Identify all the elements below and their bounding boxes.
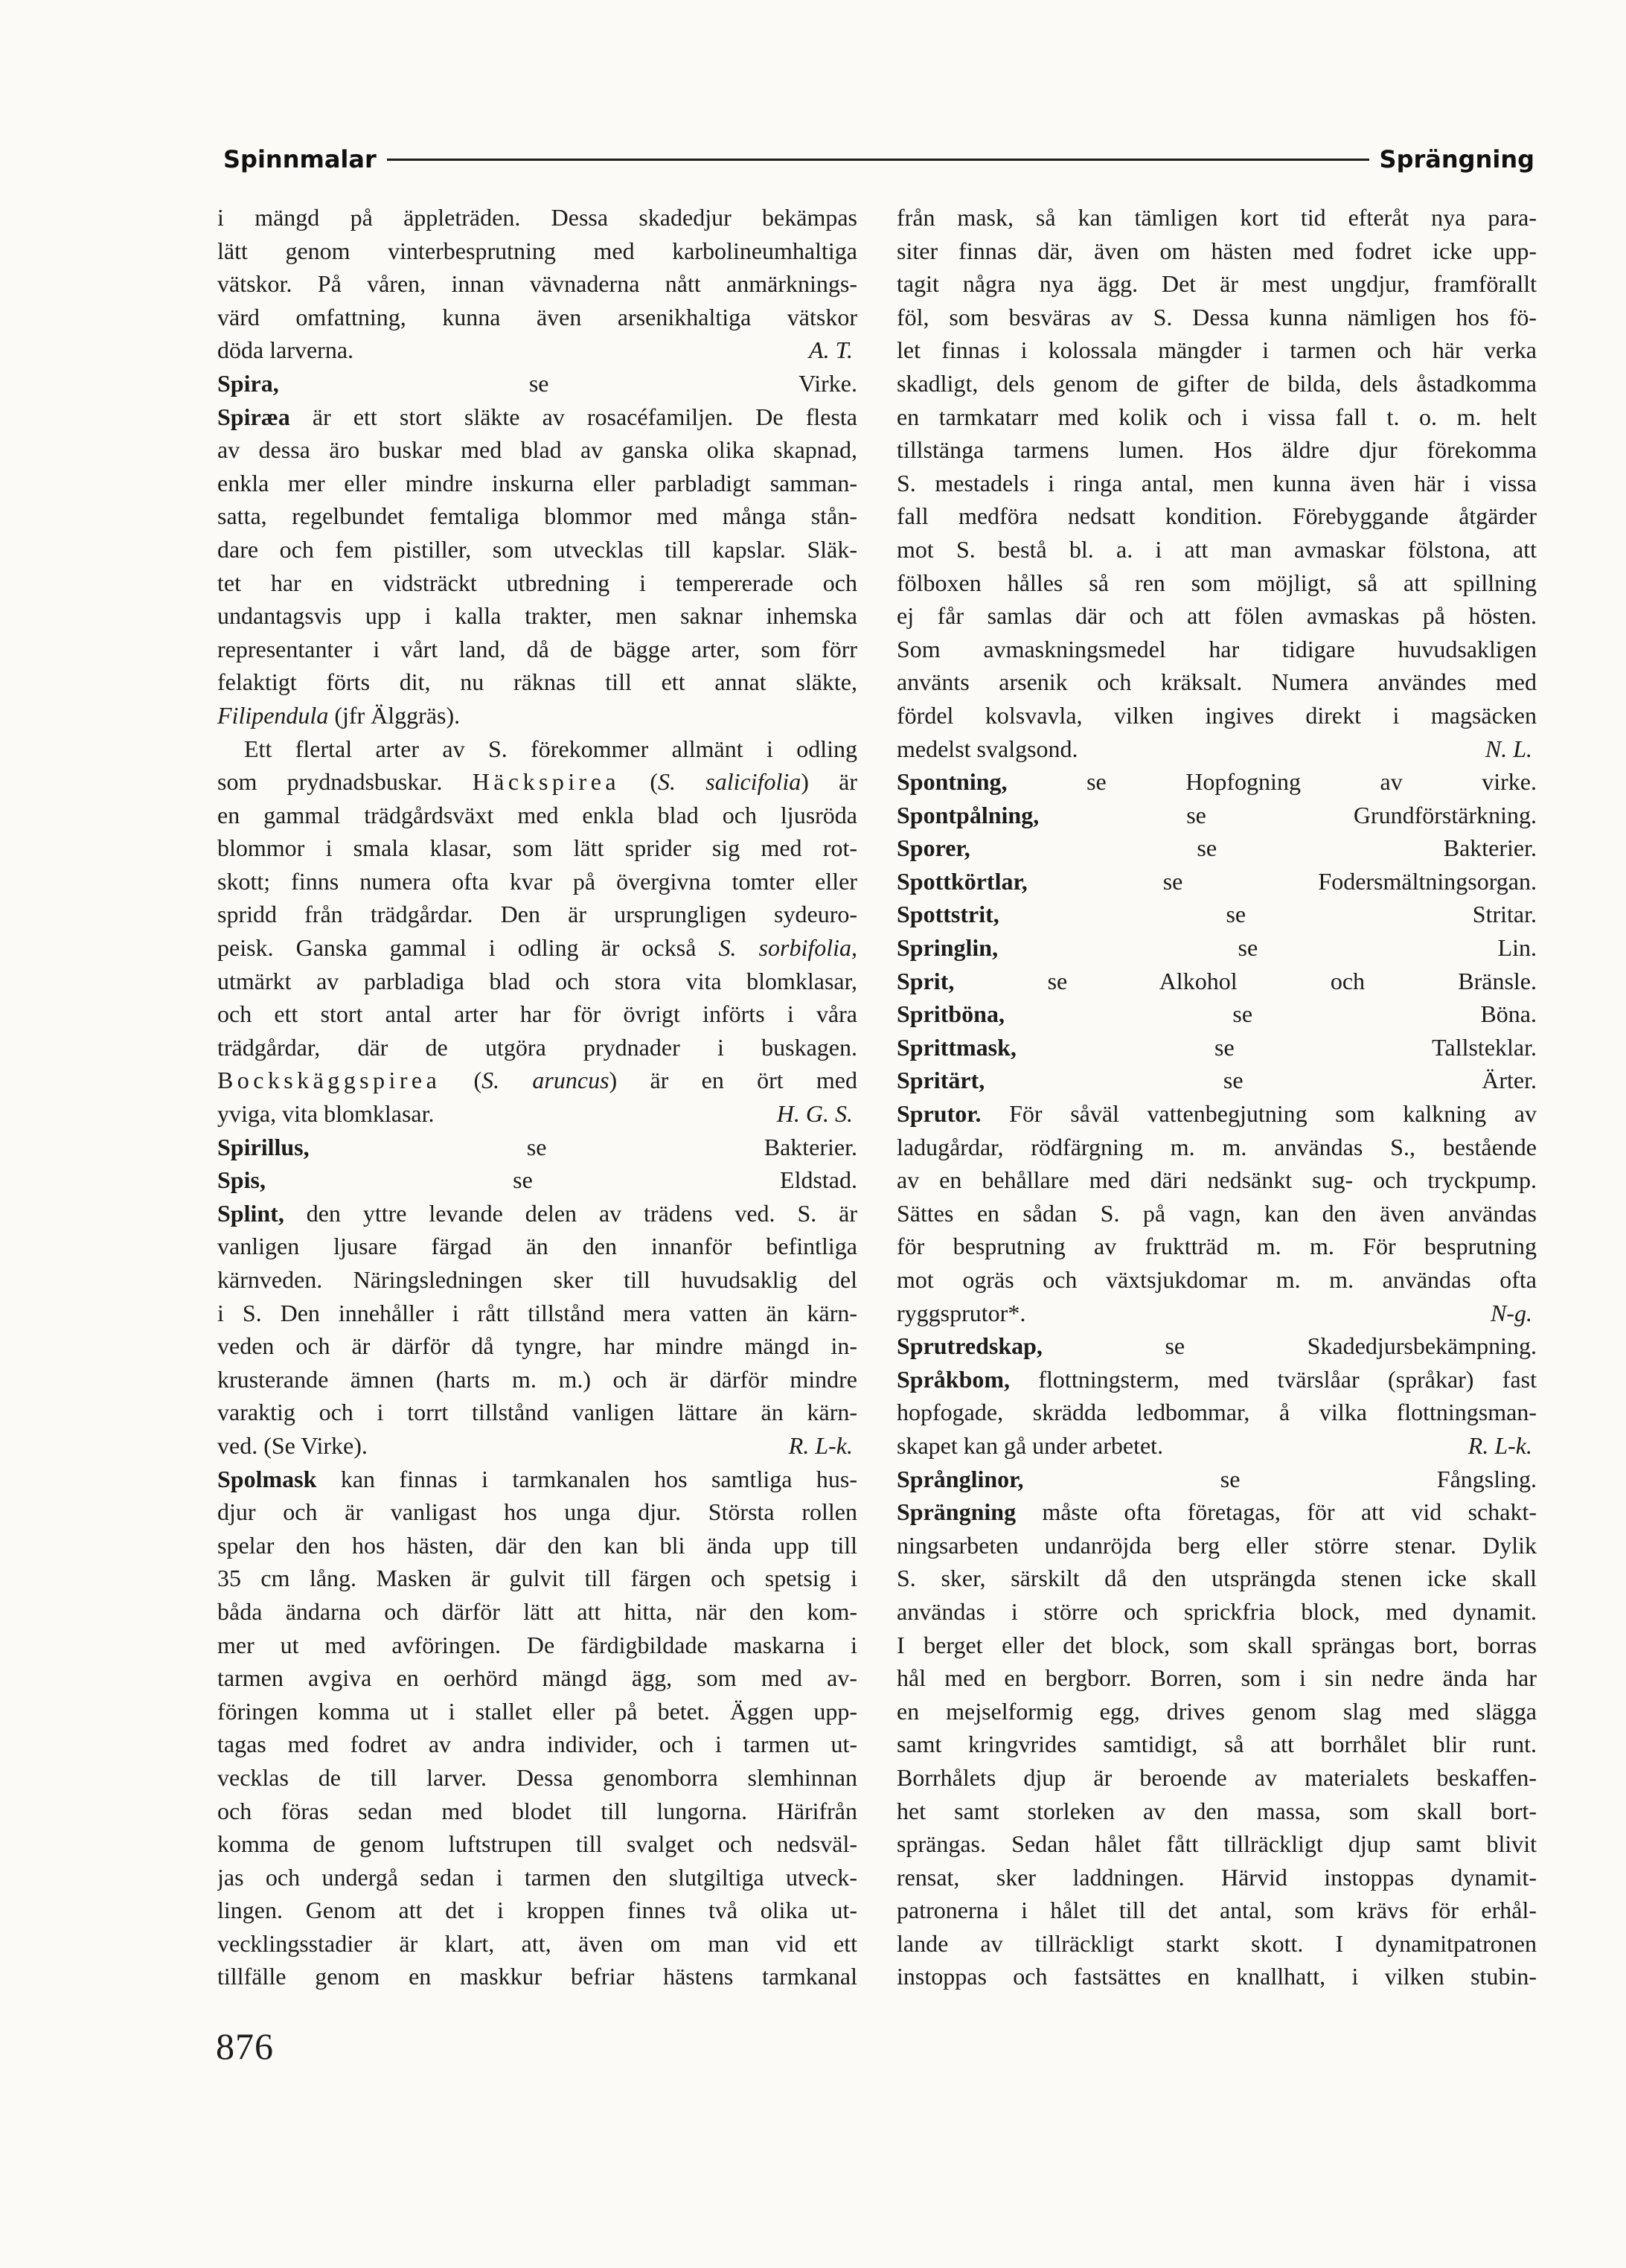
header-rule — [387, 159, 1369, 161]
entry-headword: Spiræa — [217, 403, 290, 430]
text-segment: ( — [620, 768, 658, 796]
text-line — [217, 965, 857, 998]
text-segment: tet har en vidsträckt utbredning i tempererade och — [217, 569, 857, 596]
entry-headword: Spirillus, — [217, 1133, 310, 1160]
text-segment: lätt genom vinterbesprutning med karbolineumhaltiga — [217, 237, 857, 264]
text-line — [217, 799, 857, 832]
entry-headword: Spontpålning, — [897, 801, 1040, 828]
text-segment: hål med en bergborr. Borren, som i sin nedre ända har — [897, 1664, 1537, 1692]
entry-headword: Sprittmask, — [897, 1033, 1017, 1061]
text-line — [217, 931, 857, 965]
text-segment: se Tallsteklar. — [1016, 1033, 1537, 1061]
text-line — [897, 566, 1537, 600]
text-segment: se Eldstad. — [265, 1166, 857, 1194]
text-segment: trädgårdar, där de utgöra prydnader i buskagen. — [217, 1033, 857, 1061]
text-segment: Borrhålets djup är beroende av materialets beskaffen- — [897, 1763, 1537, 1791]
text-segment: S. salicifolia — [657, 768, 801, 796]
text-line — [217, 1163, 857, 1197]
text-line — [217, 1363, 857, 1396]
text-line — [217, 566, 857, 600]
entry-headword: Sprutredskap, — [897, 1332, 1043, 1360]
text-line — [897, 301, 1537, 334]
text-segment: en tarmkatarr med kolik och i vissa fall t. o. m. helt — [897, 403, 1537, 430]
text-line — [897, 1329, 1537, 1363]
text-segment: föl, som besväras av S. Dessa kunna nämligen hos fö- — [897, 303, 1537, 330]
text-segment: se Hopfogning av virke. — [1007, 768, 1537, 796]
text-segment: krusterande ämnen (harts m. m.) och är därför mindre — [217, 1365, 857, 1393]
text-line — [897, 1097, 1537, 1131]
text-segment: ningsarbeten undanröjda berg eller större stenar. Dylik — [897, 1531, 1537, 1559]
text-segment: kan finnas i tarmkanalen hos samtliga hus- — [316, 1465, 857, 1492]
text-line — [217, 1097, 857, 1131]
text-segment: fördel kolsvavla, vilken ingives direkt i magsäcken — [897, 701, 1537, 729]
text-segment: se Lin. — [998, 934, 1537, 962]
text-segment: siter finnas där, även om hästen med fodret icke upp- — [897, 237, 1537, 264]
text-segment: representanter i vårt land, då de bägge arter, som förr — [217, 635, 857, 662]
text-segment: samt kringvrides samtidigt, så att borrhålet blir runt. — [897, 1731, 1537, 1758]
text-line — [897, 1396, 1537, 1429]
text-line — [217, 1795, 857, 1828]
text-segment: se Grundförstärkning. — [1039, 801, 1537, 828]
text-segment: instoppas och fastsättes en knallhatt, i vilken stubin- — [897, 1963, 1537, 1990]
text-segment: lande av tillräckligt starkt skott. I dynamitpatronen — [897, 1929, 1537, 1957]
text-segment: se Virke. — [278, 369, 857, 397]
text-segment: Bockskäggspirea — [217, 1067, 441, 1094]
text-segment: skapet kan gå under arbetet. — [897, 1431, 1164, 1459]
text-segment: se Ärter. — [985, 1067, 1537, 1094]
text-segment: vätskor. På våren, innan vävnaderna nått anmärknings- — [217, 270, 857, 298]
text-segment: utmärkt av parbladiga blad och stora vita blomklasar, — [217, 967, 857, 994]
text-segment: se Bakterier. — [309, 1133, 857, 1160]
text-segment: ( — [441, 1067, 482, 1094]
entry-headword: Sprit, — [897, 967, 955, 994]
text-line — [897, 1894, 1537, 1927]
entry-headword: Spottstrit, — [897, 901, 999, 928]
text-segment: fölboxen hålles så ren som möjligt, så att spillning — [897, 569, 1537, 596]
text-line — [897, 1960, 1537, 1993]
author-signature: A. T. — [809, 336, 853, 364]
text-segment: föringen komma ut i stallet eller på betet. Äggen upp- — [217, 1697, 857, 1725]
text-line — [217, 234, 857, 268]
text-segment: som prydnadsbuskar. — [217, 768, 473, 796]
text-line — [217, 665, 857, 699]
entry-headword: Spontning, — [897, 768, 1008, 796]
text-line — [217, 1562, 857, 1595]
text-line — [897, 367, 1537, 400]
text-line — [217, 267, 857, 301]
entry-headword: Spolmask — [217, 1465, 317, 1492]
text-segment: patronerna i hålet till det antal, som krävs för erhål- — [897, 1897, 1537, 1924]
text-segment: av dessa äro buskar med blad av ganska olika skapnad, — [217, 436, 857, 464]
text-line — [897, 799, 1537, 832]
right-column — [897, 201, 1537, 1993]
text-line — [217, 865, 857, 898]
text-segment: tarmen avgiva en oerhörd mängd ägg, som med av- — [217, 1664, 857, 1692]
text-line — [217, 1297, 857, 1330]
text-line — [217, 765, 857, 799]
text-segment: se Böna. — [1004, 1000, 1537, 1028]
author-signature: R. L-k. — [1467, 1431, 1532, 1459]
text-line — [897, 1529, 1537, 1562]
text-line — [217, 1861, 857, 1894]
text-line — [897, 433, 1537, 467]
text-segment: användas i större och sprickfria block, med dynamit. — [897, 1597, 1537, 1625]
entry-headword: Spottkörtlar, — [897, 867, 1028, 895]
text-line — [897, 201, 1537, 234]
text-segment: ) är en ört med — [609, 1067, 857, 1094]
text-line — [217, 732, 857, 766]
text-line — [217, 898, 857, 931]
text-line — [217, 1031, 857, 1064]
text-segment: måste ofta företagas, för att vid schakt- — [1016, 1498, 1537, 1526]
text-segment: spelar den hos hästen, där den kan bli ända upp till — [217, 1531, 857, 1559]
text-segment: varaktig och i torrt tillstånd vanligen lättare än kärn- — [217, 1399, 857, 1426]
entry-headword: Sporer, — [897, 834, 970, 862]
text-segment: spridd från trädgårdar. Den är ursprungligen sydeuro- — [217, 901, 857, 928]
text-line — [217, 1131, 857, 1164]
text-line — [897, 1429, 1537, 1463]
text-line — [217, 633, 857, 666]
text-segment: en gammal trädgårdsväxt med enkla blad och ljusröda — [217, 801, 857, 828]
text-segment: vanligen ljusare färgad än den innanför befintliga — [217, 1233, 857, 1260]
entry-headword: Sprängning — [897, 1498, 1017, 1526]
text-line — [897, 965, 1537, 998]
text-line — [897, 533, 1537, 566]
text-line — [897, 599, 1537, 633]
text-segment: se Skadedjursbekämpning. — [1042, 1332, 1537, 1360]
text-line — [897, 1761, 1537, 1795]
text-line — [217, 333, 857, 367]
text-segment: veden och är därför då tyngre, har mindre mängd in- — [217, 1332, 857, 1360]
text-segment: mot S. bestå bl. a. i att man avmaskar fölstona, att — [897, 535, 1537, 563]
text-segment: blommor i smala klasar, som lätt sprider sig med rot- — [217, 834, 857, 862]
text-segment: fall medföra nedsatt kondition. Förebyggande åtgärder — [897, 502, 1537, 530]
text-segment: är ett stort släkte av rosacéfamiljen. De flesta — [289, 403, 857, 430]
text-segment: se Stritar. — [999, 901, 1537, 928]
text-segment: djur och är vanligast hos unga djur. Största rollen — [217, 1498, 857, 1526]
text-line — [897, 400, 1537, 434]
text-segment: från mask, så kan tämligen kort tid efteråt nya para- — [897, 204, 1537, 231]
text-line — [897, 1031, 1537, 1064]
text-segment: peisk. Ganska gammal i odling är också — [217, 934, 719, 962]
text-segment: hopfogade, skrädda ledbommar, å vilka flottningsman- — [897, 1399, 1537, 1426]
text-line — [897, 1695, 1537, 1728]
running-header — [223, 141, 1534, 177]
text-line — [897, 499, 1537, 533]
text-line — [897, 665, 1537, 699]
text-line — [217, 1661, 857, 1695]
text-line — [217, 1894, 857, 1927]
text-line — [897, 1363, 1537, 1396]
text-segment: S. mestadels i ringa antal, men kunna även här i vissa — [897, 469, 1537, 496]
text-line — [897, 1463, 1537, 1496]
text-segment: enkla mer eller mindre inskurna eller parbladigt samman- — [217, 469, 857, 496]
text-line — [897, 1230, 1537, 1263]
text-segment: Sättes en sådan S. på vagn, kan den även användas — [897, 1199, 1537, 1227]
text-line — [897, 831, 1537, 865]
text-line — [217, 1927, 857, 1961]
text-segment: använts arsenik och kräksalt. Numera användes med — [897, 668, 1537, 696]
text-segment: mot ogräs och växtsjukdomar m. m. användas ofta — [897, 1266, 1537, 1293]
text-line — [217, 1329, 857, 1363]
text-segment: båda ändarna och därför lätt att hitta, när den kom- — [217, 1597, 857, 1625]
text-line — [897, 865, 1537, 898]
text-segment: (jfr Älggräs). — [328, 701, 461, 729]
text-segment: ) är — [801, 768, 857, 796]
author-signature: R. L-k. — [788, 1431, 853, 1459]
text-segment: vecklingsstadier är klart, att, även om man vid ett — [217, 1929, 857, 1957]
text-line — [897, 1163, 1537, 1197]
text-line — [217, 201, 857, 234]
text-line — [897, 699, 1537, 732]
text-line — [217, 433, 857, 467]
text-line — [217, 1960, 857, 1993]
text-line — [897, 1064, 1537, 1097]
text-line — [217, 533, 857, 566]
text-segment: S. sorbifolia, — [718, 934, 857, 962]
text-segment: 35 cm lång. Masken är gulvit till färgen och spetsig i — [217, 1565, 857, 1592]
text-segment: sprängas. Sedan hålet fått tillräckligt djup samt blivit — [897, 1830, 1537, 1858]
text-segment: ved. (Se Virke). — [217, 1431, 368, 1459]
text-segment: flottningsterm, med tvärslåar (språkar) fast — [1010, 1365, 1537, 1393]
text-line — [897, 234, 1537, 268]
text-line — [897, 1562, 1537, 1595]
text-line — [217, 1529, 857, 1562]
text-line — [217, 1230, 857, 1263]
text-line — [897, 1728, 1537, 1761]
author-signature: N. L. — [1485, 735, 1532, 762]
text-segment: kärnveden. Näringsledningen sker till huvudsaklig del — [217, 1266, 857, 1293]
text-line — [897, 333, 1537, 367]
text-segment: ladugårdar, rödfärgning m. m. användas S., bestående — [897, 1133, 1537, 1160]
page-number: 876 — [216, 2025, 274, 2067]
text-line — [897, 267, 1537, 301]
text-line — [217, 1495, 857, 1529]
text-line — [217, 1197, 857, 1230]
text-line — [897, 1595, 1537, 1629]
text-segment: S. sker, särskilt då den utsprängda stenen icke skall — [897, 1565, 1537, 1592]
text-segment: vecklas de till larver. Dessa genomborra slemhinnan — [217, 1763, 857, 1791]
text-line — [897, 1827, 1537, 1861]
text-line — [897, 1297, 1537, 1330]
text-segment: S. aruncus — [481, 1067, 609, 1094]
text-segment: skadligt, dels genom de gifter de bilda, dels åstadkomma — [897, 369, 1537, 397]
text-line — [897, 633, 1537, 666]
entry-headword: Spis, — [217, 1166, 266, 1194]
entry-headword: Spira, — [217, 369, 279, 397]
text-line — [897, 1795, 1537, 1828]
text-line — [217, 499, 857, 533]
text-line — [217, 1595, 857, 1629]
text-segment: komma de genom luftstrupen till svalget och nedsväl- — [217, 1830, 857, 1858]
text-line — [897, 1131, 1537, 1164]
text-segment: jas och undergå sedan i tarmen den slutgiltiga utveck- — [217, 1863, 857, 1891]
text-segment: den yttre levande delen av trädens ved. S. är — [284, 1199, 857, 1227]
text-line — [897, 1197, 1537, 1230]
text-segment: tillstänga tarmens lumen. Hos äldre djur förekomma — [897, 436, 1537, 464]
entry-headword: Splint, — [217, 1199, 284, 1227]
text-segment: lingen. Genom att det i kroppen finnes två olika ut- — [217, 1897, 857, 1924]
text-line — [217, 1396, 857, 1429]
text-line — [897, 898, 1537, 931]
text-segment: Häckspirea — [472, 768, 621, 796]
entry-headword: Spritböna, — [897, 1000, 1005, 1028]
text-line — [217, 400, 857, 434]
header-left-keyword: Spinnmalar — [223, 145, 377, 173]
text-segment: se Bakterier. — [970, 834, 1537, 862]
text-line — [217, 1463, 857, 1496]
text-segment: en mejselformig egg, drives genom slag med slägga — [897, 1697, 1537, 1725]
text-segment: let finnas i kolossala mängder i tarmen och här verka — [897, 336, 1537, 364]
text-line — [897, 931, 1537, 965]
text-line — [217, 467, 857, 500]
text-segment: se Alkohol och Bränsle. — [954, 967, 1537, 994]
text-line — [897, 1927, 1537, 1961]
text-segment: ryggsprutor*. — [897, 1299, 1026, 1326]
text-line — [897, 1263, 1537, 1297]
text-segment: yviga, vita blomklasar. — [217, 1100, 435, 1128]
text-segment: se Fodersmältningsorgan. — [1027, 867, 1537, 895]
author-signature: N-g. — [1491, 1299, 1532, 1326]
text-line — [217, 1629, 857, 1662]
text-line — [897, 997, 1537, 1031]
left-column — [217, 201, 857, 1993]
text-line — [897, 1629, 1537, 1662]
text-segment: tagas med fodret av andra individer, och i tarmen ut- — [217, 1731, 857, 1758]
text-segment: i mängd på äppleträden. Dessa skadedjur bekämpas — [217, 204, 857, 231]
text-line — [217, 699, 857, 732]
text-line — [897, 732, 1537, 766]
text-line — [217, 367, 857, 400]
text-segment: döda larverna. — [217, 336, 354, 364]
text-segment: och ett stort antal arter har för övrigt införts i våra — [217, 1000, 857, 1028]
text-segment: och föras sedan med blodet till lungorna. Härifrån — [217, 1797, 857, 1824]
text-line — [217, 1064, 857, 1097]
text-line — [217, 831, 857, 865]
text-segment: rensat, sker laddningen. Härvid instoppas dynamit- — [897, 1863, 1537, 1891]
text-segment: skott; finns numera ofta kvar på övergivna tomter eller — [217, 867, 857, 895]
text-segment: Som avmaskningsmedel har tidigare huvudsakligen — [897, 635, 1537, 662]
text-segment: i S. Den innehåller i rått tillstånd mera vatten än kärn- — [217, 1299, 857, 1326]
entry-headword: Språnglinor, — [897, 1465, 1024, 1492]
text-line — [897, 1495, 1537, 1529]
text-segment: satta, regelbundet femtaliga blommor med många stån- — [217, 502, 857, 530]
text-line — [897, 1661, 1537, 1695]
text-segment: se Fångsling. — [1023, 1465, 1537, 1492]
text-segment: mer ut med avföringen. De färdigbildade maskarna i — [217, 1631, 857, 1658]
entry-headword: Springlin, — [897, 934, 999, 962]
text-line — [217, 1761, 857, 1795]
text-line — [217, 599, 857, 633]
entry-headword: Sprutor. — [897, 1100, 982, 1128]
text-segment: dare och fem pistiller, som utvecklas till kapslar. Släk- — [217, 535, 857, 563]
text-segment: för besprutning av fruktträd m. m. För besprutning — [897, 1233, 1537, 1260]
text-segment: Ett flertal arter av S. förekommer allmänt i odling — [244, 735, 857, 762]
text-segment: av en behållare med däri nedsänkt sug- och tryckpump. — [897, 1166, 1537, 1194]
text-segment: tillfälle genom en maskkur befriar hästens tarmkanal — [217, 1963, 857, 1990]
text-line — [897, 1861, 1537, 1894]
text-line — [217, 1695, 857, 1728]
text-segment: I berget eller det block, som skall sprängas bort, borras — [897, 1631, 1537, 1658]
text-line — [217, 301, 857, 334]
author-signature: H. G. S. — [776, 1100, 853, 1128]
text-line — [897, 467, 1537, 500]
text-line — [217, 1728, 857, 1761]
text-segment: medelst svalgsond. — [897, 735, 1078, 762]
text-segment: För såväl vattenbegjutning som kalkning av — [981, 1100, 1537, 1128]
header-right-keyword: Sprängning — [1379, 145, 1534, 173]
text-segment: undantagsvis upp i kalla trakter, men saknar inhemska — [217, 602, 857, 630]
text-segment: het samt storleken av den massa, som skall bort- — [897, 1797, 1537, 1824]
text-segment: värd omfattning, kunna även arsenikhaltiga vätskor — [217, 303, 857, 330]
text-segment: felaktigt förts dit, nu räknas till ett annat släkte, — [217, 668, 857, 696]
entry-headword: Spritärt, — [897, 1067, 985, 1094]
entry-headword: Språkbom, — [897, 1365, 1011, 1393]
text-line — [897, 765, 1537, 799]
text-line — [217, 1429, 857, 1463]
text-line — [217, 1263, 857, 1297]
text-segment: tagit några nya ägg. Det är mest ungdjur, framförallt — [897, 270, 1537, 298]
text-line — [217, 1827, 857, 1861]
text-segment: Filipendula — [217, 701, 329, 729]
text-line — [217, 997, 857, 1031]
text-segment: ej får samlas där och att fölen avmaskas på hösten. — [897, 602, 1537, 630]
